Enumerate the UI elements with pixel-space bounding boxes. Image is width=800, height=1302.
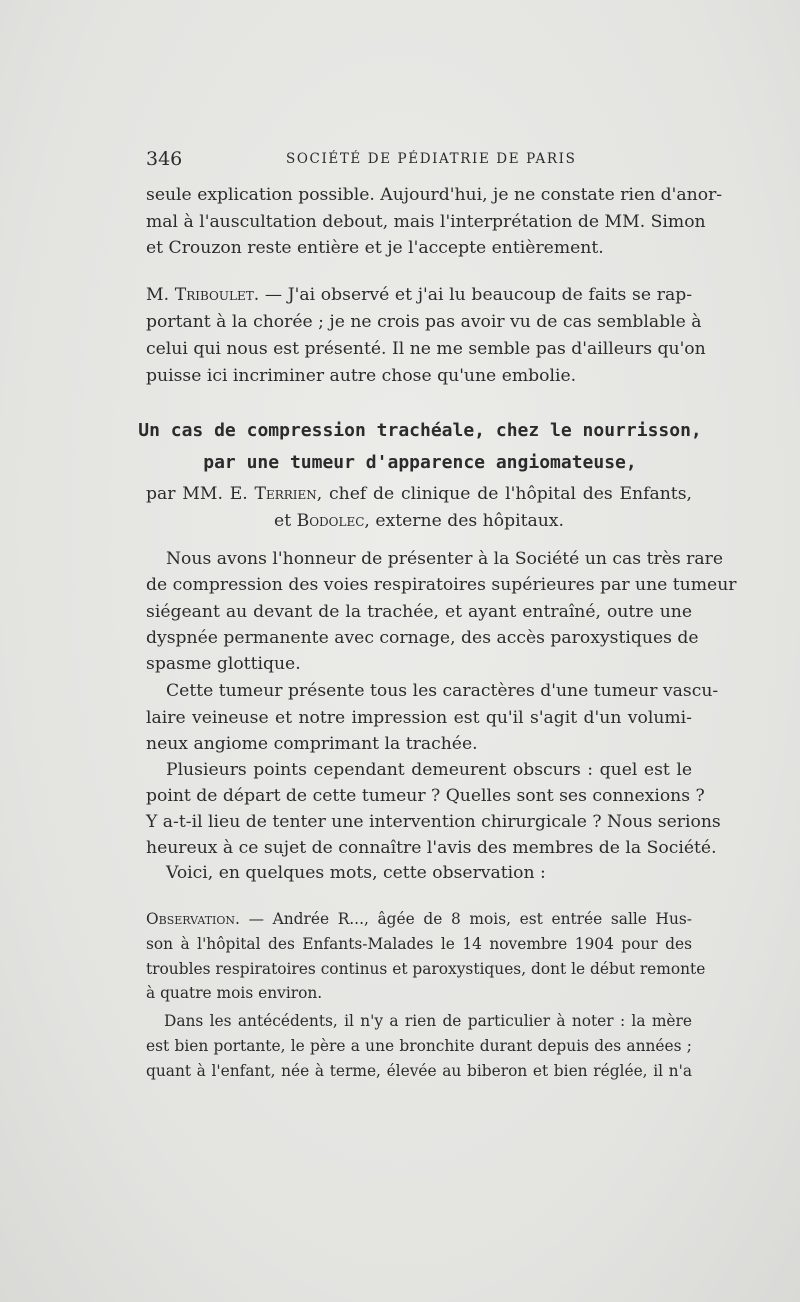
running-header xyxy=(146,148,692,172)
author-name: Terrien xyxy=(254,484,317,504)
text-span: , chef de clinique de l'hôpital des Enfants, xyxy=(316,484,692,504)
text-line: seule explication possible. Aujourd'hui, je ne constate rien d'anor- xyxy=(146,185,723,205)
text-line: mal à l'auscultation debout, mais l'interprétation de MM. Simon xyxy=(146,212,706,232)
speaker-name: M. Triboulet. xyxy=(146,285,260,305)
text-line: et Crouzon reste entière et je l'accepte entièrement. xyxy=(146,238,604,258)
page-number: 346 xyxy=(146,148,183,170)
text-line xyxy=(146,907,692,931)
text-line: Y a-t-il lieu de tenter une intervention chirurgicale ? Nous serions xyxy=(146,812,721,832)
text-line: dyspnée permanente avec cornage, des accès paroxystiques de xyxy=(146,628,699,648)
text-line: portant à la chorée ; je ne crois pas avoir vu de cas semblable à xyxy=(146,312,702,332)
byline-line-1 xyxy=(146,482,692,506)
article-title-line-1: Un cas de compression trachéale, chez le nourrisson, xyxy=(138,420,702,441)
text-span: — Andrée R..., âgée de 8 mois, est entrée salle Hus- xyxy=(239,910,692,928)
text-line: de compression des voies respiratoires supérieures par une tumeur xyxy=(146,575,737,595)
text-line: à quatre mois environ. xyxy=(146,984,323,1002)
text-line xyxy=(146,283,692,307)
text-line: laire veineuse et notre impression est qu'il s'agit d'un volumi- xyxy=(146,708,692,728)
text-line: spasme glottique. xyxy=(146,654,301,674)
text-line: point de départ de cette tumeur ? Quelles sont ses connexions ? xyxy=(146,786,705,806)
text-span: , externe des hôpitaux. xyxy=(364,511,564,531)
text-line: siégeant au devant de la trachée, et ayant entraîné, outre une xyxy=(146,602,692,622)
running-title: SOCIÉTÉ DE PÉDIATRIE DE PARIS xyxy=(286,151,577,167)
text-line: quant à l'enfant, née à terme, élevée au biberon et bien réglée, il n'a xyxy=(146,1062,692,1080)
text-line: Dans les antécédents, il n'y a rien de particulier à noter : la mère xyxy=(164,1012,692,1030)
text-line: son à l'hôpital des Enfants-Malades le 14 novembre 1904 pour des xyxy=(146,935,692,953)
text-line: Nous avons l'honneur de présenter à la Société un cas très rare xyxy=(166,549,724,569)
byline-line-2 xyxy=(146,509,692,533)
text-span: et xyxy=(274,511,297,531)
text-line: neux angiome comprimant la trachée. xyxy=(146,734,478,754)
author-name: Bodolec xyxy=(296,511,365,531)
text-line: Voici, en quelques mots, cette observation : xyxy=(166,863,546,883)
text-line: Plusieurs points cependant demeurent obscurs : quel est le xyxy=(166,760,692,780)
text-span: par MM. E. xyxy=(146,484,255,504)
text-span: — J'ai observé et j'ai lu beaucoup de faits se rap- xyxy=(259,285,692,305)
text-line: heureux à ce sujet de connaître l'avis des membres de la Société. xyxy=(146,838,717,858)
article-title-line-2: par une tumeur d'apparence angiomateuse, xyxy=(203,452,637,473)
text-line: celui qui nous est présenté. Il ne me semble pas d'ailleurs qu'on xyxy=(146,339,706,359)
text-line: puisse ici incriminer autre chose qu'une embolie. xyxy=(146,366,577,386)
text-line: est bien portante, le père a une bronchite durant depuis des années ; xyxy=(146,1037,692,1055)
observation-label: Observation. xyxy=(146,910,240,928)
text-line: troubles respiratoires continus et paroxystiques, dont le début remonte xyxy=(146,960,706,978)
text-line: Cette tumeur présente tous les caractères d'une tumeur vascu- xyxy=(166,681,719,701)
